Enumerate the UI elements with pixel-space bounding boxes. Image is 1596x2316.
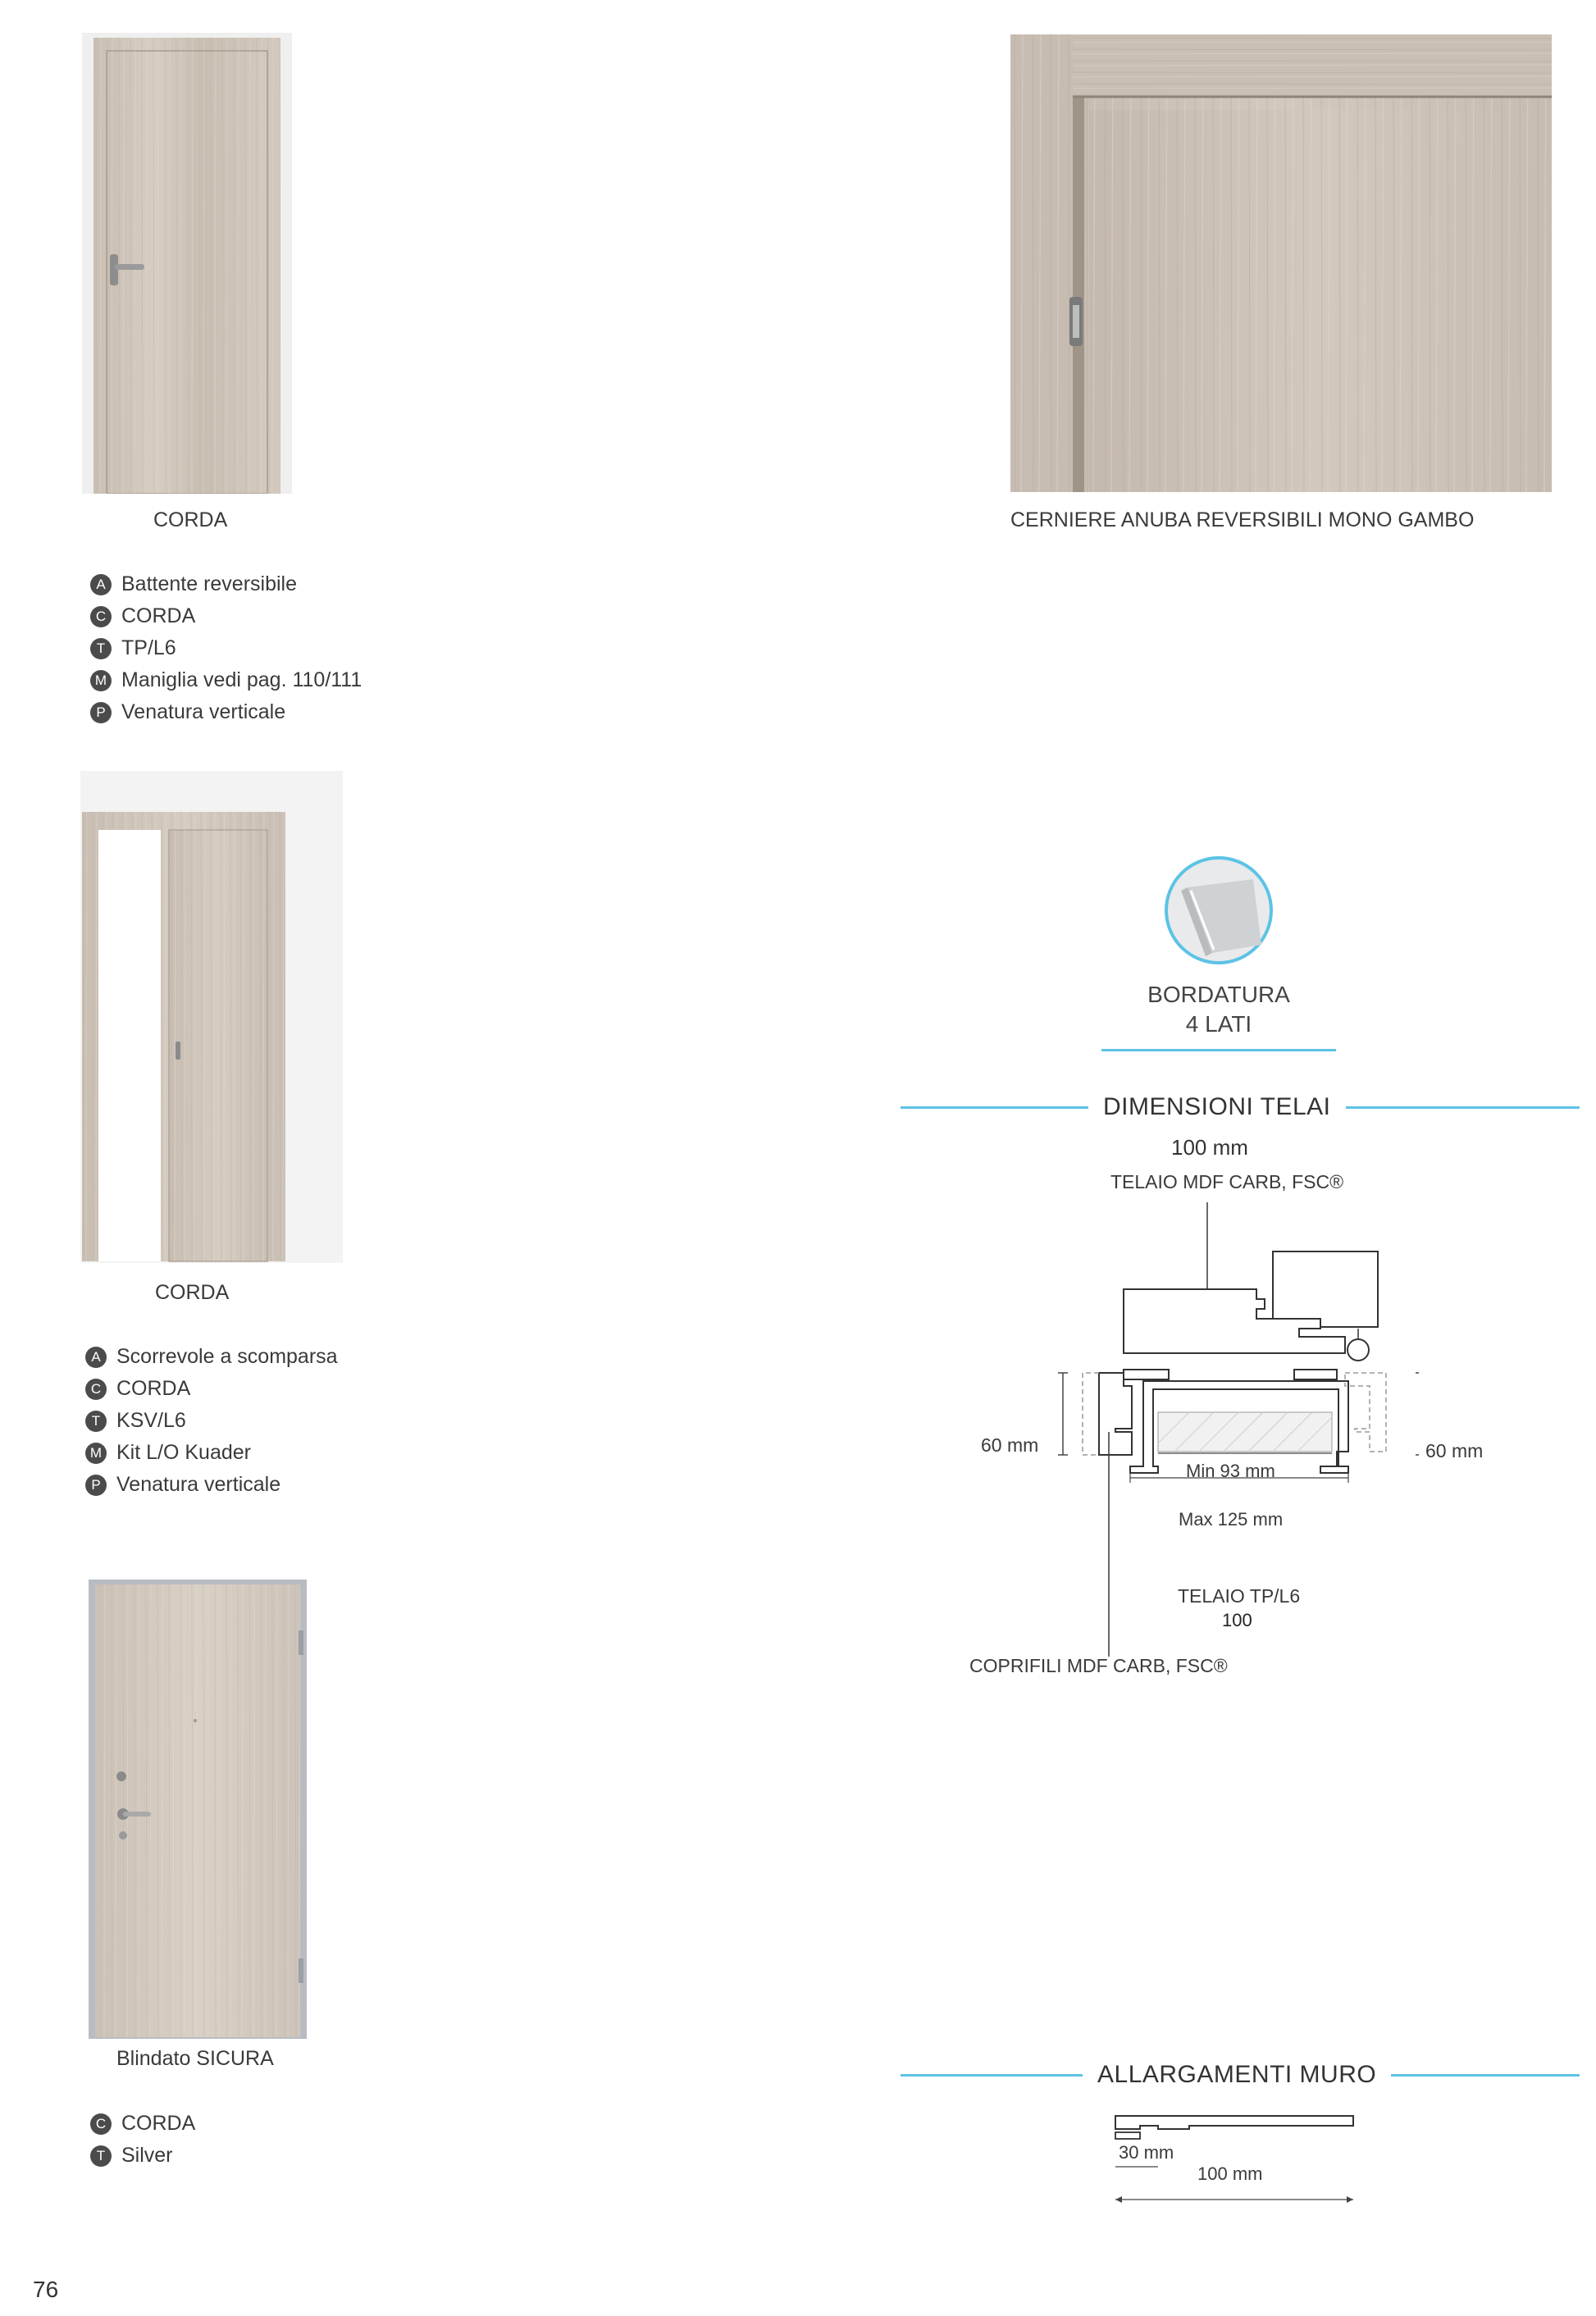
spec-item — [85, 1437, 338, 1469]
spec-item — [85, 1469, 338, 1501]
spec-item — [85, 1405, 338, 1437]
door-battente-specs — [90, 568, 362, 728]
spec-item — [90, 568, 362, 600]
bordatura-line2: 4 LATI — [1185, 1011, 1252, 1037]
spec-text: Venatura verticale — [121, 700, 286, 723]
spec-text: TP/L6 — [121, 636, 176, 659]
left-dim-label: 60 mm — [981, 1434, 1039, 1456]
spec-badge: C — [85, 1379, 107, 1400]
spec-text: Venatura verticale — [116, 1473, 281, 1496]
spec-badge: M — [85, 1443, 107, 1464]
wall-dim1-label: 30 mm — [1119, 2142, 1174, 2163]
bordatura-icon — [1163, 855, 1275, 966]
door-scorrevole-image — [80, 771, 343, 1263]
door-battente-image — [82, 33, 292, 494]
spec-badge: T — [90, 638, 112, 659]
bordatura-underline — [1101, 1049, 1336, 1051]
door-scorrevole-caption: CORDA — [155, 1281, 230, 1304]
page-number: 76 — [33, 2277, 59, 2302]
dimensioni-size: 100 mm — [1171, 1135, 1248, 1160]
bordatura-label — [1101, 980, 1336, 1039]
spec-badge: C — [90, 606, 112, 627]
spec-badge: A — [90, 574, 112, 595]
spec-badge: M — [90, 670, 112, 691]
allargamenti-muro-header — [901, 2058, 1580, 2091]
door-blindato-caption: Blindato SICURA — [116, 2047, 274, 2070]
coprifili-label: COPRIFILI MDF CARB, FSC® — [969, 1655, 1228, 1676]
spec-text: CORDA — [116, 1377, 191, 1400]
spec-text: Silver — [121, 2144, 173, 2167]
min-dim-label: Min 93 mm — [1186, 1461, 1275, 1481]
telaio-tp-value: 100 — [1222, 1610, 1252, 1630]
telaio-tp-label: TELAIO TP/L6 — [1178, 1585, 1301, 1607]
spec-badge: T — [90, 2145, 112, 2167]
spec-item — [85, 1341, 338, 1373]
spec-item — [90, 696, 362, 728]
spec-item — [85, 1373, 338, 1405]
door-blindato-specs — [90, 2108, 195, 2172]
door-battente-caption: CORDA — [153, 508, 228, 531]
spec-badge: A — [85, 1347, 107, 1368]
telaio-mdf-label: TELAIO MDF CARB, FSC® — [1110, 1171, 1344, 1192]
spec-text: Scorrevole a scomparsa — [116, 1345, 338, 1368]
spec-text: Kit L/O Kuader — [116, 1441, 251, 1464]
spec-item — [90, 2140, 195, 2172]
spec-item — [90, 632, 362, 664]
max-dim-label: Max 125 mm — [1179, 1509, 1284, 1530]
spec-text: CORDA — [121, 604, 196, 627]
dimensioni-telai-header — [901, 1091, 1580, 1124]
spec-text: Maniglia vedi pag. 110/111 — [121, 668, 363, 691]
hinge-closeup-image — [1010, 34, 1552, 492]
spec-badge: P — [85, 1475, 107, 1496]
allargamenti-muro-title: ALLARGAMENTI MURO — [1097, 2061, 1377, 2088]
spec-item — [90, 600, 362, 632]
spec-badge: C — [90, 2113, 112, 2135]
spec-item — [90, 664, 362, 696]
dimensioni-telai-title: DIMENSIONI TELAI — [1103, 1093, 1331, 1120]
door-blindato-image — [85, 1573, 310, 2042]
wall-dim2-label: 100 mm — [1197, 2163, 1263, 2184]
spec-badge: T — [85, 1411, 107, 1432]
spec-text: KSV/L6 — [116, 1409, 186, 1432]
spec-badge: P — [90, 702, 112, 723]
hinge-caption: CERNIERE ANUBA REVERSIBILI MONO GAMBO — [1010, 508, 1475, 531]
door-scorrevole-specs — [85, 1341, 338, 1501]
spec-item — [90, 2108, 195, 2140]
bordatura-line1: BORDATURA — [1147, 982, 1290, 1007]
spec-text: Battente reversibile — [121, 572, 298, 595]
right-dim-label: 60 mm — [1425, 1440, 1484, 1461]
spec-text: CORDA — [121, 2112, 196, 2135]
